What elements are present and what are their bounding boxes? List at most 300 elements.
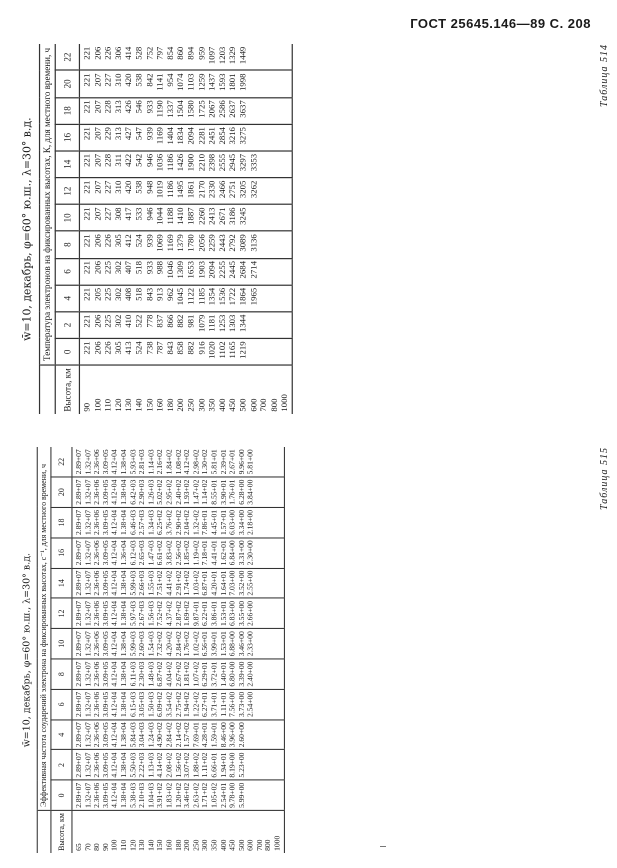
table-cell: 1887	[186, 207, 197, 225]
table-cell: 4.12+04	[110, 509, 120, 536]
table-cell: 2.75+02	[174, 691, 183, 717]
time-column-header: 2	[50, 750, 72, 780]
table-cell: 3.05+03	[137, 691, 147, 717]
table-cell: 1.22+02	[192, 691, 201, 717]
table-cell: 2.33+00	[246, 631, 255, 657]
time-column	[79, 258, 292, 285]
table-cell: 9.96+00	[237, 449, 246, 475]
table-cell: 1.07+02	[192, 661, 201, 687]
table-cell: 4.12+04	[110, 449, 120, 475]
time-column	[72, 689, 284, 719]
table-cell: 311	[113, 153, 124, 167]
table-cell: 2.95+02	[164, 479, 174, 505]
time-column-header: 6	[50, 689, 72, 719]
table-cell: 2.30+00	[246, 540, 255, 566]
height-value: 130	[137, 839, 147, 851]
table-cell: 2.36+06	[92, 479, 102, 505]
height-value: 100	[110, 839, 120, 851]
table-515-block	[22, 447, 610, 853]
table-cell	[265, 783, 274, 808]
table-cell: 2094	[186, 127, 197, 145]
table-cell	[256, 692, 265, 717]
table-cell: 1.57+01	[219, 509, 228, 536]
table-514-rotated	[22, 44, 293, 414]
time-column	[79, 44, 292, 70]
table-cell: 933	[144, 261, 155, 275]
table-cell: 1186	[165, 180, 176, 198]
table-cell: 1203	[217, 46, 228, 65]
table-cell: 1.08+02	[174, 449, 183, 475]
table-cell: 2443	[217, 234, 228, 252]
table-cell: 1.02+02	[192, 631, 201, 657]
table-cell: 4.04+02	[164, 661, 174, 687]
table-cell: 413	[124, 341, 134, 355]
table-cell: 205	[92, 287, 103, 301]
time-column-header: 2	[55, 312, 80, 339]
table-cell: 1580	[186, 100, 197, 118]
table-cell: 962	[165, 287, 176, 301]
table-cell: 221	[82, 234, 93, 248]
table-cell: 2.10+03	[137, 782, 147, 808]
table-cell: 1801	[227, 73, 238, 91]
table-cell: 6.25+02	[155, 509, 165, 536]
table-cell: 227	[103, 180, 113, 194]
table-cell: 3.09+05	[101, 782, 111, 808]
table-cell	[256, 783, 265, 808]
table-cell: 3.83+02	[164, 540, 174, 566]
table-cell: 310	[113, 73, 124, 87]
table-cell	[256, 662, 265, 687]
table-cell: 1.59+01	[210, 722, 219, 748]
table-cell: 8.46+00	[219, 722, 228, 748]
table-cell: 752	[144, 46, 155, 60]
table-cell: 797	[155, 46, 165, 60]
table-cell: 3.71+01	[210, 691, 219, 717]
table-cell: 427	[124, 127, 134, 141]
table-cell	[250, 100, 260, 121]
time-column-header: 10	[55, 204, 80, 231]
table-cell: 1404	[165, 127, 176, 145]
table-cell: 842	[144, 73, 155, 87]
table-515	[37, 447, 285, 853]
table-cell: 1303	[227, 314, 238, 333]
table-cell	[256, 601, 265, 626]
height-value: 120	[128, 839, 138, 851]
time-column	[79, 285, 292, 312]
table-cell: 2.89+07	[74, 782, 84, 808]
table-cell: 6.80+00	[228, 661, 237, 687]
table-cell: 2466	[217, 180, 228, 199]
table-cell: 5.99+00	[237, 782, 246, 808]
table-cell	[271, 315, 281, 336]
table-cell: 6.83+00	[228, 600, 237, 626]
table-cell	[256, 631, 265, 656]
table-cell: 4.90+02	[155, 722, 165, 748]
table-cell	[275, 783, 284, 808]
table-cell: 1.56+03	[146, 600, 156, 626]
table-cell: 1.32+07	[83, 509, 93, 536]
table-cell: 4.41+02	[164, 570, 174, 596]
table-cell	[275, 662, 284, 687]
table-cell: 221	[82, 261, 93, 275]
table-cell: 2094	[207, 261, 217, 279]
table-cell	[265, 510, 274, 535]
table-cell: 221	[82, 100, 93, 114]
table-cell: 1504	[175, 100, 186, 118]
table-cell	[260, 154, 270, 175]
table-cell: 7.69+01	[192, 722, 201, 748]
table-cell: 305	[113, 341, 124, 355]
table-cell: 524	[134, 234, 145, 248]
table-cell	[265, 480, 274, 505]
table-cell: 420	[124, 73, 134, 87]
table-cell: 2.54+01	[219, 782, 228, 808]
time-column	[72, 750, 284, 780]
table-cell: 2.60+03	[137, 631, 147, 657]
table-cell: 3262	[248, 180, 259, 199]
table-cell: 3.09+05	[101, 722, 111, 748]
time-column-header: 16	[55, 124, 80, 151]
table-cell: 2.39+01	[219, 449, 228, 475]
table-cell: 1.64+01	[219, 570, 228, 596]
table-cell: 1.03+02	[192, 570, 201, 596]
table-cell: 2445	[227, 261, 238, 279]
table-cell: 3089	[238, 234, 248, 252]
height-value: 450	[228, 839, 237, 851]
height-value: 80	[92, 843, 102, 851]
table-cell: 6.09+02	[155, 691, 165, 717]
table-515-title: w̄=10, декабрь, φ=60° ю.ш., λ=30° в.д.	[22, 552, 33, 748]
height-value: 180	[165, 398, 176, 412]
table-cell: 1.19+02	[192, 540, 201, 566]
time-column-header: 10	[50, 629, 72, 659]
table-cell	[265, 692, 274, 717]
table-cell: 1.05+02	[210, 782, 219, 808]
table-cell: 1.38+04	[119, 782, 129, 808]
table-cell: 1.84+02	[164, 449, 174, 475]
table-cell: 2.84+02	[164, 722, 174, 748]
table-cell: 3.09+05	[101, 449, 111, 475]
table-cell: 225	[103, 314, 113, 328]
table-cell: 988	[155, 261, 165, 275]
table-cell: 528	[134, 46, 145, 60]
table-cell: 837	[155, 314, 165, 328]
table-cell: 227	[103, 73, 113, 87]
time-column-header: 18	[55, 97, 80, 124]
table-cell: 1069	[155, 234, 165, 252]
table-cell: 2.81+03	[137, 449, 147, 475]
table-cell: 3.76+02	[164, 509, 174, 536]
table-cell: 946	[144, 207, 155, 221]
table-cell: 221	[82, 287, 93, 301]
table-cell: 1.38+04	[119, 691, 129, 717]
height-value: 500	[237, 839, 246, 851]
table-514-label: Таблица 514	[599, 44, 610, 107]
table-cell: 302	[113, 261, 124, 275]
table-cell: 2792	[227, 234, 238, 252]
table-cell: 1.32+07	[83, 722, 93, 748]
table-cell	[275, 571, 284, 596]
table-cell: 207	[92, 207, 103, 221]
table-cell: 3.09+05	[101, 479, 111, 505]
table-cell: 1337	[165, 100, 176, 118]
time-column-header: 16	[50, 538, 72, 568]
page-mark	[380, 846, 386, 847]
table-cell	[275, 692, 284, 717]
table-cell: 1.32+07	[83, 661, 93, 687]
table-cell: 7.51+02	[155, 570, 165, 596]
height-value: 400	[217, 398, 228, 412]
table-cell	[275, 540, 284, 565]
table-cell: 4.12+04	[110, 540, 120, 566]
table-cell	[250, 47, 260, 68]
table-cell	[247, 722, 256, 747]
table-cell: 313	[113, 100, 124, 114]
table-cell: 1.32+07	[83, 540, 93, 566]
table-cell: 206	[92, 234, 103, 248]
height-value: 700	[255, 839, 264, 851]
table-cell: 4.12+04	[110, 722, 120, 748]
height-value: 350	[207, 398, 217, 412]
table-cell: 2281	[196, 127, 207, 145]
table-cell: 8.55+01	[210, 479, 219, 505]
time-column	[79, 338, 292, 365]
table-cell: 5.81+00	[246, 449, 255, 475]
table-cell: 2.89+07	[74, 509, 84, 536]
height-value: 350	[210, 839, 219, 851]
table-cell: 3.54+02	[164, 691, 174, 717]
table-cell: 1.13+03	[146, 752, 156, 778]
time-column-header: 18	[50, 507, 72, 537]
table-cell	[271, 74, 281, 95]
table-cell: 5.99+03	[128, 570, 138, 596]
table-cell	[271, 47, 281, 68]
height-value: 150	[144, 398, 155, 412]
height-value: 70	[83, 843, 93, 851]
height-value: 800	[264, 839, 273, 851]
table-cell: 2260	[196, 207, 207, 225]
time-column-header: 12	[55, 178, 80, 205]
table-cell: 7.56+00	[228, 691, 237, 717]
table-cell: 1.56+02	[174, 752, 183, 778]
table-cell: 308	[113, 207, 124, 221]
table-cell: 313	[113, 127, 124, 141]
table-cell: 1185	[196, 287, 207, 305]
height-value: 250	[186, 398, 197, 412]
table-cell: 1.26+03	[146, 479, 156, 505]
table-cell: 226	[103, 341, 113, 355]
table-cell: 948	[144, 180, 155, 194]
table-cell: 207	[92, 127, 103, 141]
table-cell: 310	[113, 180, 124, 194]
table-cell: 3.52+00	[237, 570, 246, 596]
table-cell: 6.87+02	[155, 661, 165, 687]
table-cell	[265, 571, 274, 596]
time-column-header: 22	[50, 447, 72, 477]
table-cell: 1.36+04	[119, 540, 129, 566]
height-value: 110	[119, 839, 129, 851]
height-value: 65	[74, 843, 84, 851]
table-cell: 207	[92, 180, 103, 194]
table-cell: 3.91+02	[155, 782, 165, 808]
table-cell: 2.08+02	[164, 752, 174, 778]
table-cell	[250, 207, 260, 228]
table-cell: 206	[92, 46, 103, 60]
table-cell: 5.81+01	[210, 449, 219, 475]
height-value: 90	[82, 402, 93, 412]
table-cell: 939	[144, 127, 155, 141]
table-cell: 1426	[175, 153, 186, 172]
table-cell	[260, 341, 270, 362]
table-cell: 6.88+00	[228, 631, 237, 657]
table-cell: 417	[124, 207, 134, 221]
table-cell: 3.39+00	[237, 661, 246, 687]
table-cell	[275, 753, 284, 778]
table-cell: 2.67+03	[137, 600, 147, 626]
table-cell: 7.52+02	[155, 600, 165, 626]
height-value: 130	[124, 398, 134, 412]
height-value: 1000	[279, 394, 290, 412]
table-cell: 1046	[165, 261, 176, 279]
table-cell: 6.46+03	[128, 509, 138, 536]
table-cell: 2.36+06	[92, 570, 102, 596]
table-cell	[281, 127, 291, 148]
table-cell: 858	[175, 341, 186, 355]
table-cell: 1.76+01	[228, 479, 237, 505]
table-cell: 4.12+04	[110, 661, 120, 687]
table-cell: 538	[134, 73, 145, 87]
table-cell: 2451	[207, 127, 217, 145]
height-column-header: Высота, км	[55, 365, 80, 414]
table-cell: 6.56+01	[201, 631, 210, 657]
time-column-header: 14	[50, 568, 72, 598]
table-cell: 2.40+02	[174, 479, 183, 505]
table-cell: 2.36+06	[92, 509, 102, 536]
table-cell: 2.30+03	[137, 661, 147, 687]
group-header: Температура электронов на фиксированных высотах, К, для местного времени, ч	[40, 44, 55, 365]
table-cell: 1780	[186, 234, 197, 252]
height-value: 160	[155, 398, 165, 412]
table-cell: 1.24+03	[146, 722, 156, 748]
table-cell	[256, 753, 265, 778]
table-cell: 2671	[217, 207, 228, 225]
time-column-header: 4	[55, 285, 80, 312]
table-cell: 2.89+07	[74, 600, 84, 626]
time-column	[79, 124, 292, 151]
table-cell: 2.16+02	[155, 449, 165, 475]
table-cell	[281, 47, 291, 68]
table-cell: 414	[124, 46, 134, 60]
table-cell	[265, 722, 274, 747]
time-column-header: 22	[55, 44, 80, 70]
table-cell: 3.86+01	[210, 600, 219, 626]
table-cell: 1437	[207, 73, 217, 91]
table-cell: 2.91+02	[174, 570, 183, 596]
time-column-header: 12	[50, 598, 72, 628]
table-cell: 2.55+00	[246, 570, 255, 596]
table-514-title: w̄=10, декабрь, φ=60° ю.ш., λ=30° в.д.	[22, 117, 35, 341]
table-cell: 3.96+00	[228, 722, 237, 748]
table-cell: 6.11+03	[128, 661, 138, 687]
height-value: 300	[196, 398, 207, 412]
table-cell	[256, 722, 265, 747]
table-cell: 7.32+02	[155, 631, 165, 657]
table-cell: 2056	[196, 234, 207, 252]
table-cell	[281, 261, 291, 282]
table-cell: 2.98+02	[192, 449, 201, 475]
time-column	[79, 204, 292, 231]
table-cell: 1.55+03	[146, 570, 156, 596]
table-cell: 5.38+03	[128, 782, 138, 808]
table-cell: 2.36+06	[92, 449, 102, 475]
table-cell: 9.78+00	[228, 782, 237, 808]
table-cell	[275, 480, 284, 505]
table-cell: 3.09+05	[101, 661, 111, 687]
height-value: 300	[201, 839, 210, 851]
table-cell: 3.09+05	[101, 631, 111, 657]
height-value: 600	[246, 839, 255, 851]
table-cell: 538	[134, 180, 145, 194]
table-cell: 2555	[217, 153, 228, 172]
table-cell: 221	[82, 153, 93, 167]
table-cell: 3.09+05	[101, 600, 111, 626]
table-cell: 3136	[248, 234, 259, 252]
table-cell	[271, 341, 281, 362]
time-column	[79, 97, 292, 124]
height-value: 700	[259, 398, 269, 412]
table-cell: 3.07+02	[183, 752, 192, 778]
table-cell	[271, 181, 281, 202]
table-cell: 2714	[248, 261, 259, 279]
table-cell: 1.20+02	[174, 782, 183, 808]
time-column	[79, 151, 292, 178]
table-cell: 854	[165, 46, 176, 60]
table-cell: 2413	[207, 207, 217, 225]
table-cell: 3.84+00	[246, 479, 255, 505]
table-cell: 1.38+04	[119, 661, 129, 687]
table-cell: 1379	[175, 234, 186, 252]
table-cell: 959	[196, 46, 207, 60]
table-cell	[281, 288, 291, 309]
table-cell: 206	[92, 261, 103, 275]
table-cell: 1253	[217, 314, 228, 333]
table-cell: 1169	[155, 127, 165, 145]
table-cell: 2.65+03	[137, 540, 147, 566]
table-cell: 407	[124, 261, 134, 275]
table-cell: 2.66+03	[137, 570, 147, 596]
table-cell: 228	[103, 100, 113, 114]
table-cell: 518	[134, 287, 145, 301]
table-cell: 4.12+04	[110, 691, 120, 717]
table-cell: 221	[82, 314, 93, 328]
table-cell: 1102	[217, 341, 228, 359]
table-cell	[260, 47, 270, 68]
table-cell: 2.89+07	[74, 691, 84, 717]
table-cell: 542	[134, 153, 145, 167]
table-cell: 1.94+01	[219, 752, 228, 778]
empty-header-cell	[37, 811, 50, 853]
table-cell	[260, 288, 270, 309]
table-cell: 1.38+04	[119, 509, 129, 536]
table-cell	[256, 571, 265, 596]
table-cell: 2.89+07	[74, 661, 84, 687]
time-column	[72, 507, 284, 537]
table-cell: 939	[144, 234, 155, 248]
table-cell: 882	[175, 314, 186, 328]
table-cell: 1.50+03	[146, 691, 156, 717]
table-cell: 2.89+07	[74, 479, 84, 505]
table-cell: 5.93+03	[128, 449, 138, 475]
